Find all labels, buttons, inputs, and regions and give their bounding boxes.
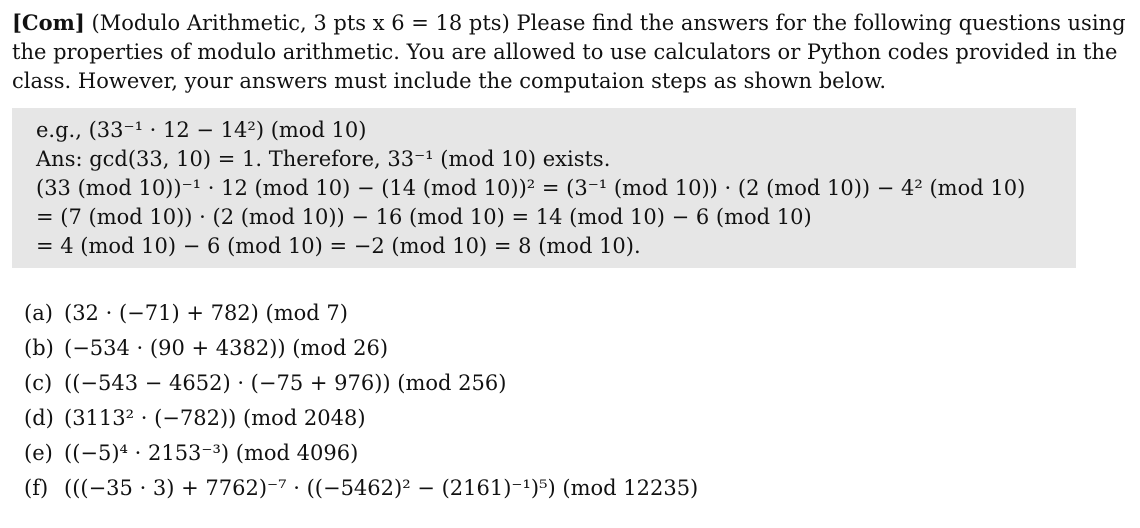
example-line-3: (33 (mod 10))⁻¹ · 12 (mod 10) − (14 (mod 10))² = (3⁻¹ (mod 10)) · (2 (mod 10)) − 4² (mod 10) bbox=[36, 176, 1026, 200]
question-c bbox=[24, 366, 698, 401]
question-list bbox=[24, 296, 698, 506]
question-f bbox=[24, 471, 698, 506]
question-expression: ((−543 − 4652) · (−75 + 976)) (mod 256) bbox=[64, 371, 507, 395]
example-line-4: = (7 (mod 10)) · (2 (mod 10)) − 16 (mod 10) = 14 (mod 10) − 6 (mod 10) bbox=[36, 205, 812, 229]
question-b bbox=[24, 331, 698, 366]
question-expression: (−534 · (90 + 4382)) (mod 26) bbox=[64, 336, 389, 360]
example-line-5: = 4 (mod 10) − 6 (mod 10) = −2 (mod 10) = 8 (mod 10). bbox=[36, 234, 641, 258]
problem-text: (Modulo Arithmetic, 3 pts x 6 = 18 pts) Please find the answers for the following questions using the properties of modulo arithmetic. You are allowed to use calculators or Python codes provided in the class. However, your answers must include the computaion steps as shown below. bbox=[12, 11, 1126, 93]
question-label: (e) bbox=[24, 441, 53, 465]
question-label: (f) bbox=[24, 476, 49, 500]
problem-statement bbox=[12, 8, 1130, 96]
problem-tag: [Com] bbox=[12, 10, 85, 35]
question-label: (a) bbox=[24, 301, 53, 325]
question-d bbox=[24, 401, 698, 436]
question-label: (d) bbox=[24, 406, 54, 430]
question-label: (b) bbox=[24, 336, 54, 360]
question-expression: ((−5)⁴ · 2153⁻³) (mod 4096) bbox=[64, 441, 359, 465]
example-line-2: Ans: gcd(33, 10) = 1. Therefore, 33⁻¹ (mod 10) exists. bbox=[36, 147, 611, 171]
question-a bbox=[24, 296, 698, 331]
question-expression: (32 · (−71) + 782) (mod 7) bbox=[64, 301, 348, 325]
question-expression: (3113² · (−782)) (mod 2048) bbox=[64, 406, 366, 430]
example-line-1: e.g., (33⁻¹ · 12 − 14²) (mod 10) bbox=[36, 118, 367, 142]
question-expression: (((−35 · 3) + 7762)⁻⁷ · ((−5462)² − (2161)⁻¹)⁵) (mod 12235) bbox=[64, 476, 699, 500]
question-e bbox=[24, 436, 698, 471]
question-label: (c) bbox=[24, 371, 53, 395]
example-box bbox=[12, 108, 1076, 268]
